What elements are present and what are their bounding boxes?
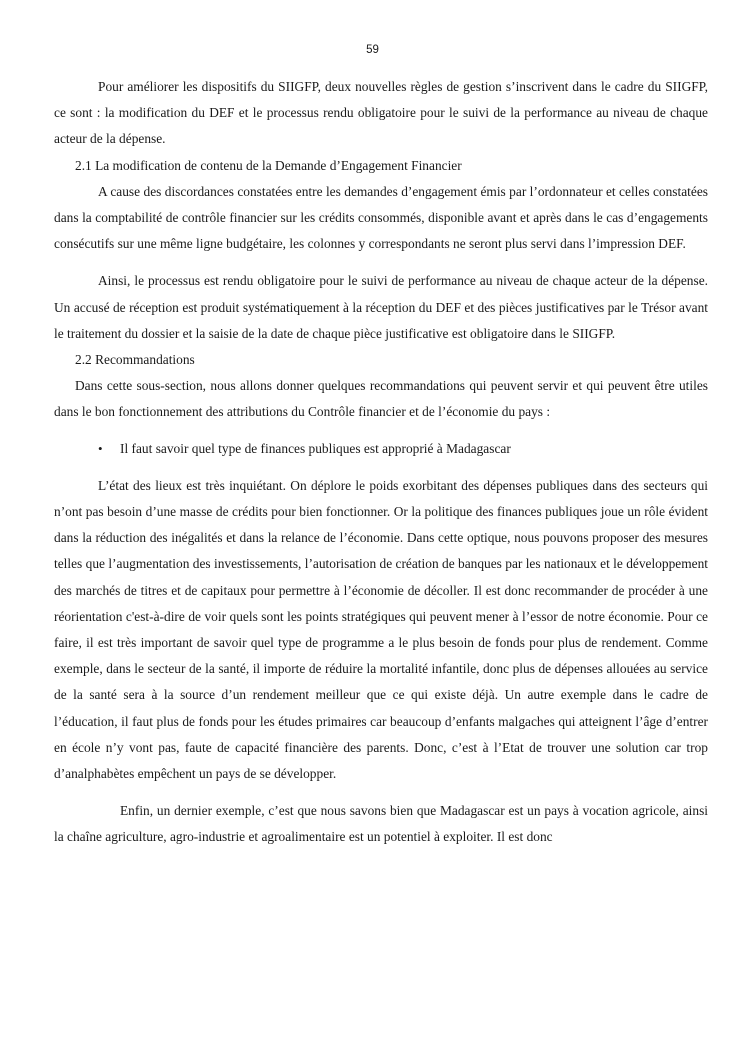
document-body xyxy=(54,74,708,851)
bullet-mark: • xyxy=(98,440,103,456)
bullet-item xyxy=(54,436,708,462)
paragraph-etat-des-lieux: L’état des lieux est très inquiétant. On déplore le poids exorbitant des dépenses publiques dans des secteurs qui n’ont pas besoin d’une masse de crédits pour bien fonctionner. Or la politique des finances publiques joue un rôle évident dans la réduction des inégalités et dans la relance de l’économie. Dans cette optique, nous pouvons proposer des mesures telles que l’augmentation des investissements, l’autorisation de création de banques par les nationaux et le développement des marchés de titres et de capitaux pour permettre à l’économie de décoller. Il est donc recommander de procéder à une réorientation c'est-à-dire de voir quels sont les points stratégiques qui peuvent mener à l’essor de notre économie. Pour ce faire, il est très important de savoir quel type de programme a le plus besoin de fonds pour plus de rendement. Comme exemple, dans le secteur de la santé, il importe de réduire la mortalité infantile, donc plus de dépenses allouées au service de la santé sera à la source d’un rendement meilleur que ce qui existe déjà. Un autre exemple dans le cadre de l’éducation, il faut plus de fonds pour les études primaires car beaucoup d’enfants malgaches qui atteignent l’âge d’entrer en école n’y vont pas, faute de capacité financière des parents. Donc, c’est à l’Etat de trouver une solution car trop d’analphabètes empêchent un pays de se développer. xyxy=(54,477,708,782)
bullet-item-text: Il faut savoir quel type de finances publiques est approprié à Madagascar xyxy=(120,440,511,456)
paragraph-intro-siigfp: Pour améliorer les dispositifs du SIIGFP, deux nouvelles règles de gestion s’inscrivent dans le cadre du SIIGFP, ce sont : la modification du DEF et le processus rendu obligatoire pour le suivi de la performance au niveau de chaque acteur de la dépense. xyxy=(54,79,708,147)
section-heading-2-1: 2.1 La modification de contenu de la Demande d’Engagement Financier xyxy=(75,157,462,173)
paragraph-recommandations-intro: Dans cette sous-section, nous allons donner quelques recommandations qui peuvent servir et qui peuvent être utiles dans le bon fonctionnement des attributions du Contrôle financier et de l’économie du pays : xyxy=(54,378,708,420)
paragraph-def-discordances: A cause des discordances constatées entre les demandes d’engagement émis par l’ordonnateur et celles constatées dans la comptabilité de contrôle financier sur les crédits consommés, disponible avant et après dans le cas d’engagements consécutifs sur une même ligne budgétaire, les colonnes y correspondants ne seront plus servi dans l’impression DEF. xyxy=(54,183,708,252)
paragraph-dernier-exemple: Enfin, un dernier exemple, c’est que nous savons bien que Madagascar est un pays à vocation agricole, ainsi la chaîne agriculture, agro-industrie et agroalimentaire est un potentiel à exploiter. Il est donc xyxy=(54,803,708,845)
page-number: 59 xyxy=(366,44,379,56)
paragraph-processus-obligatoire: Ainsi, le processus est rendu obligatoire pour le suivi de performance au niveau de chaque acteur de la dépense. Un accusé de réception est produit systématiquement à la réception du DEF et des pièces justificatives par le Trésor avant le traitement du dossier et la saisie de la date de chaque pièce justificative est obligatoire dans le SIIGFP. xyxy=(54,273,708,341)
section-heading-2-2: 2.2 Recommandations xyxy=(75,352,195,368)
